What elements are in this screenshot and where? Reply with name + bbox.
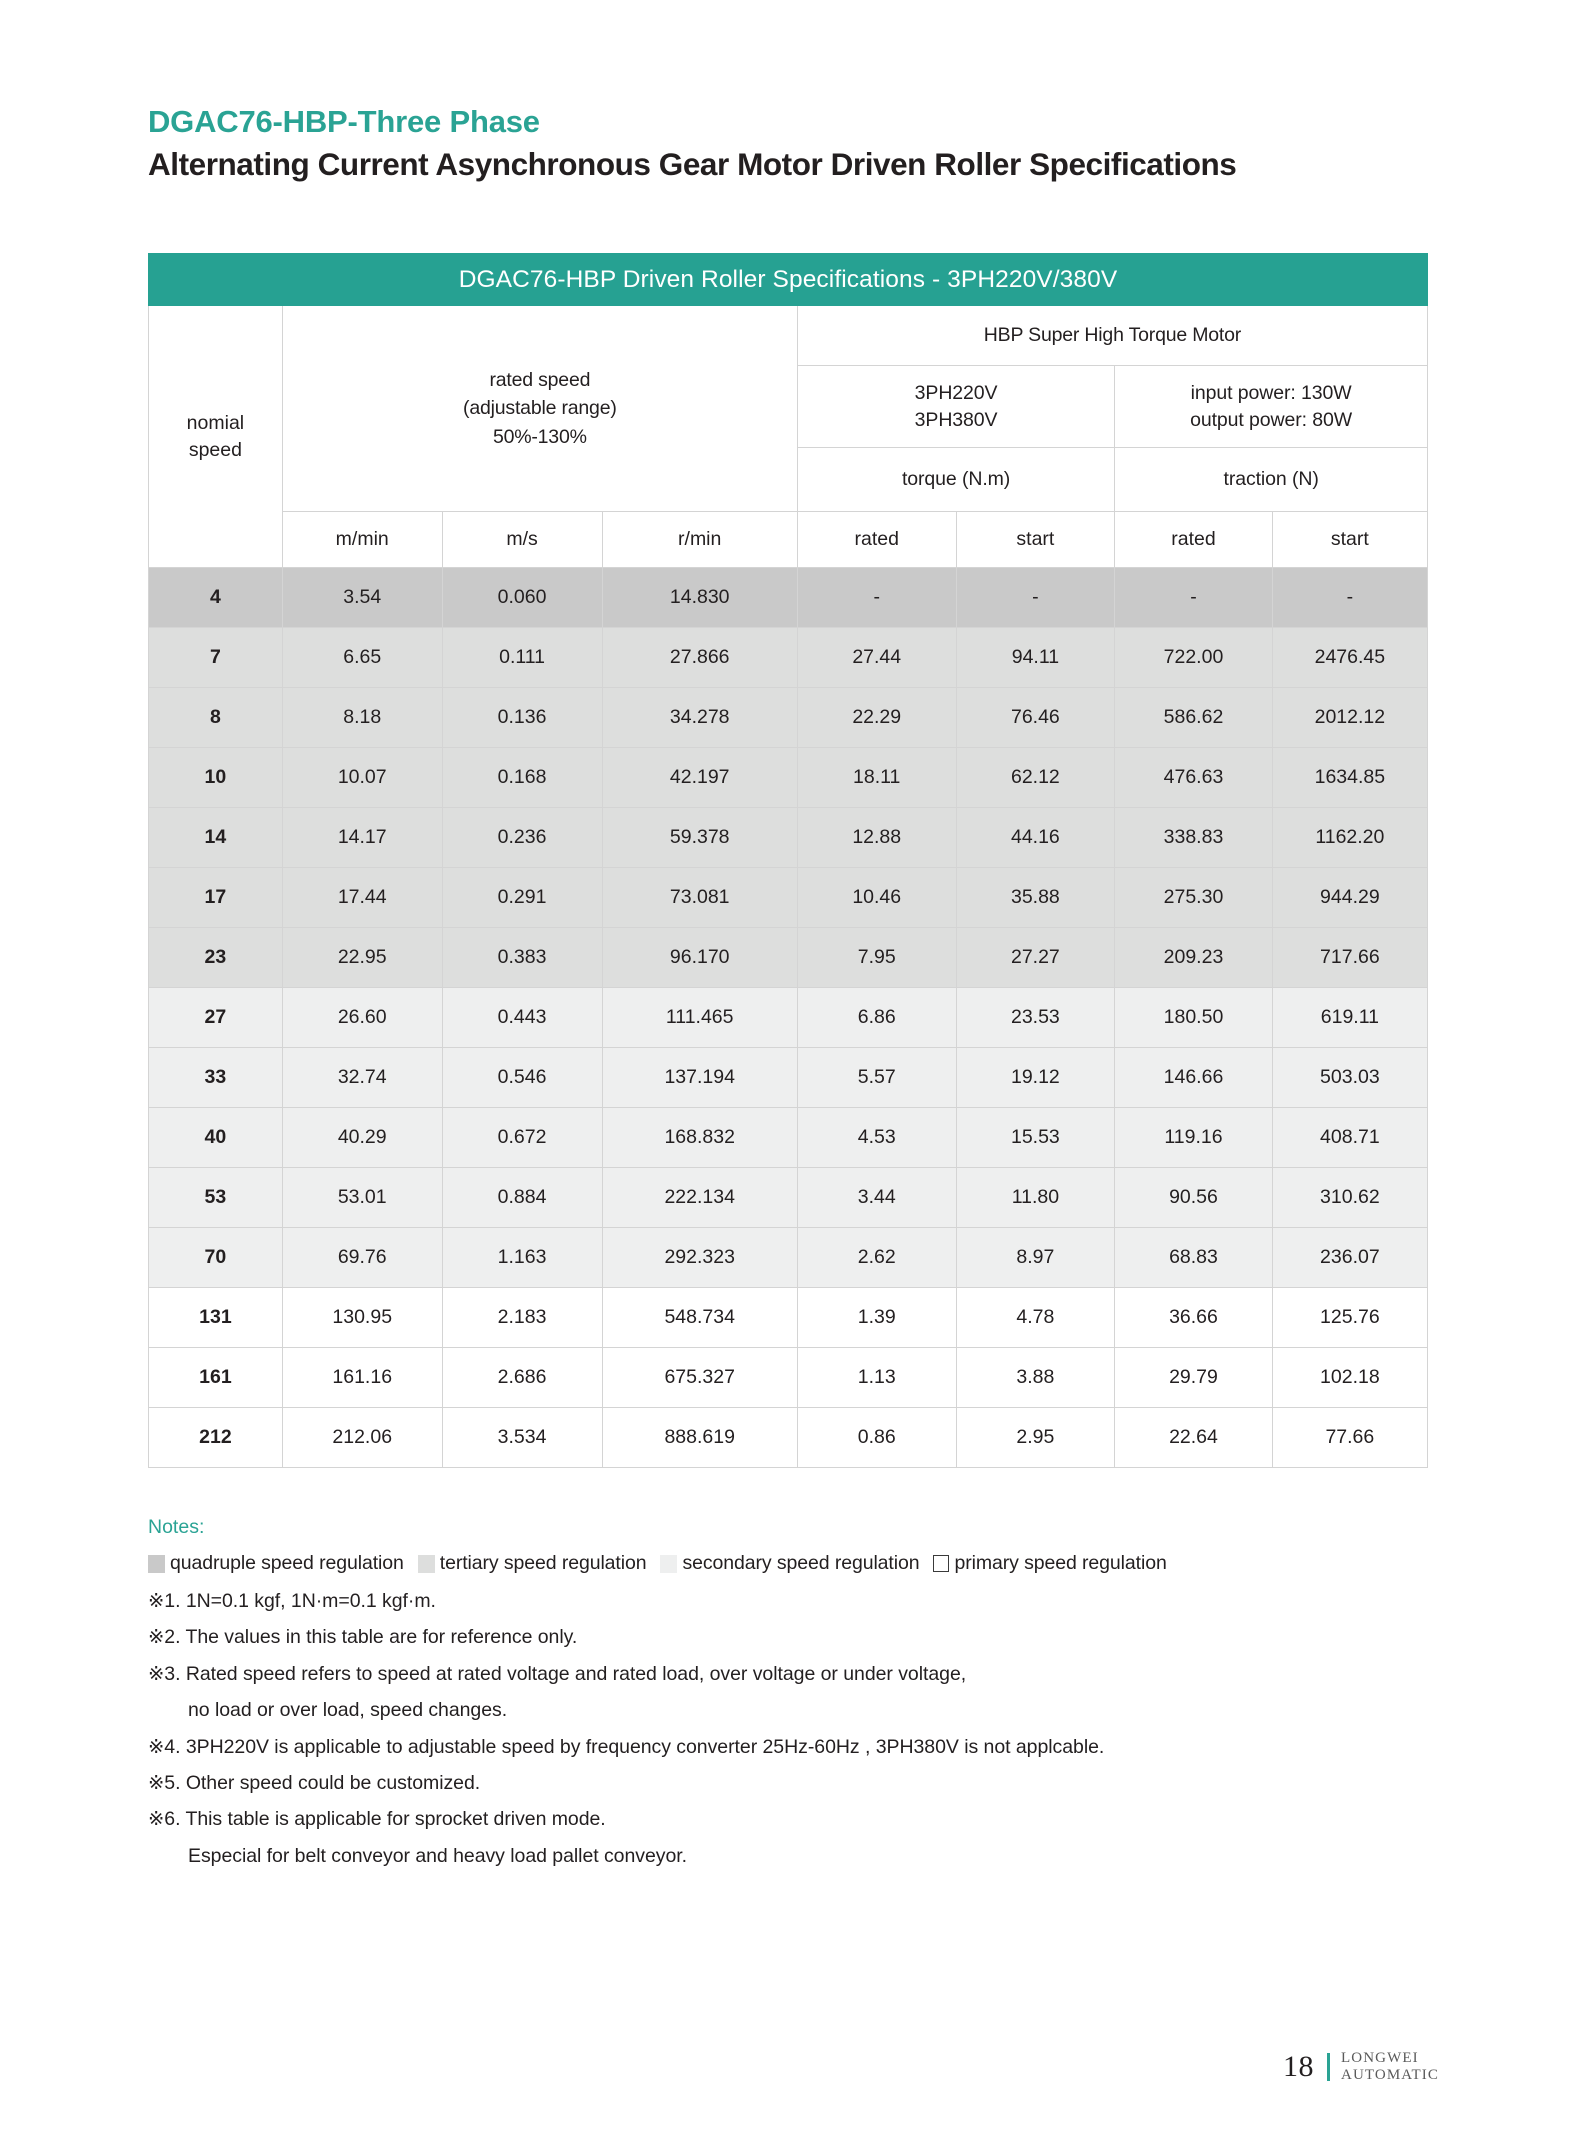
table-cell: 19.12 <box>956 1048 1115 1108</box>
table-cell: 22.64 <box>1115 1408 1272 1468</box>
notes-section <box>148 1516 1448 1880</box>
header-unit-m-min: m/min <box>282 512 442 568</box>
table-row <box>149 568 1428 628</box>
table-cell: 0.291 <box>442 868 602 928</box>
table-cell: 0.443 <box>442 988 602 1048</box>
table-cell: - <box>797 568 956 628</box>
table-cell: 6.65 <box>282 628 442 688</box>
table-cell: 2.95 <box>956 1408 1115 1468</box>
table-cell: 503.03 <box>1272 1048 1427 1108</box>
legend-swatch-icon <box>933 1555 949 1572</box>
table-cell: 888.619 <box>602 1408 797 1468</box>
table-cell: 27.44 <box>797 628 956 688</box>
cell-nominal-speed: 27 <box>149 988 283 1048</box>
header-row-units <box>149 512 1428 568</box>
table-cell: 180.50 <box>1115 988 1272 1048</box>
table-cell: 32.74 <box>282 1048 442 1108</box>
table-cell: 94.11 <box>956 628 1115 688</box>
header-torque-group: torque (N.m) <box>797 448 1114 512</box>
table-cell: 2.686 <box>442 1348 602 1408</box>
cell-nominal-speed: 23 <box>149 928 283 988</box>
cell-nominal-speed: 161 <box>149 1348 283 1408</box>
table-cell: 35.88 <box>956 868 1115 928</box>
table-cell: 5.57 <box>797 1048 956 1108</box>
legend-label: primary speed regulation <box>954 1552 1167 1574</box>
table-cell: 0.884 <box>442 1168 602 1228</box>
cell-nominal-speed: 17 <box>149 868 283 928</box>
table-row <box>149 808 1428 868</box>
table-cell: 8.18 <box>282 688 442 748</box>
table-cell: 2.183 <box>442 1288 602 1348</box>
note-line: ※5. Other speed could be customized. <box>148 1771 481 1794</box>
legend-label: quadruple speed regulation <box>170 1552 404 1574</box>
table-cell: 8.97 <box>956 1228 1115 1288</box>
brand-line-1: LONGWEI <box>1341 2050 1419 2067</box>
header-unit-traction-rated: rated <box>1115 512 1272 568</box>
table-cell: 408.71 <box>1272 1108 1427 1168</box>
table-row <box>149 1108 1428 1168</box>
notes-list <box>148 1589 1448 1868</box>
table-cell: 68.83 <box>1115 1228 1272 1288</box>
table-cell: 944.29 <box>1272 868 1427 928</box>
header-motor-group: HBP Super High Torque Motor <box>797 306 1427 366</box>
table-cell: 4.78 <box>956 1288 1115 1348</box>
cell-nominal-speed: 33 <box>149 1048 283 1108</box>
header-unit-torque-start: start <box>956 512 1115 568</box>
table-banner-row <box>149 254 1428 306</box>
table-cell: 40.29 <box>282 1108 442 1168</box>
table-cell: 69.76 <box>282 1228 442 1288</box>
cell-nominal-speed: 131 <box>149 1288 283 1348</box>
table-cell: 36.66 <box>1115 1288 1272 1348</box>
table-cell: 111.465 <box>602 988 797 1048</box>
table-cell: 73.081 <box>602 868 797 928</box>
table-cell: 34.278 <box>602 688 797 748</box>
cell-nominal-speed: 40 <box>149 1108 283 1168</box>
header-nominal-speed <box>149 306 283 568</box>
header-rated-speed-line3: 50%-130% <box>492 425 587 448</box>
header-rated-speed <box>282 306 797 512</box>
table-cell: 27.866 <box>602 628 797 688</box>
header-power-line1: input power: 130W <box>1190 381 1352 404</box>
header-nominal-speed-line1: nomial <box>186 412 245 435</box>
table-cell: 14.17 <box>282 808 442 868</box>
legend-item <box>148 1552 404 1575</box>
cell-nominal-speed: 7 <box>149 628 283 688</box>
table-cell: 222.134 <box>602 1168 797 1228</box>
note-line: Especial for belt conveyor and heavy load pallet conveyor. <box>188 1844 687 1867</box>
table-cell: 310.62 <box>1272 1168 1427 1228</box>
table-row <box>149 1288 1428 1348</box>
table-cell: 23.53 <box>956 988 1115 1048</box>
table-cell: 22.29 <box>797 688 956 748</box>
table-cell: 26.60 <box>282 988 442 1048</box>
header-voltage-line1: 3PH220V <box>914 381 998 404</box>
table-cell: 4.53 <box>797 1108 956 1168</box>
cell-nominal-speed: 4 <box>149 568 283 628</box>
table-cell: 619.11 <box>1272 988 1427 1048</box>
table-cell: 722.00 <box>1115 628 1272 688</box>
table-cell: 0.546 <box>442 1048 602 1108</box>
page-subtitle: Alternating Current Asynchronous Gear Motor Driven Roller Specifications <box>148 145 1237 182</box>
table-cell: 168.832 <box>602 1108 797 1168</box>
table-row <box>149 868 1428 928</box>
brand-line-2: AUTOMATIC <box>1341 2067 1439 2083</box>
table-head <box>149 254 1428 568</box>
table-row <box>149 1408 1428 1468</box>
legend-swatch-icon <box>418 1555 435 1573</box>
table-cell: 0.86 <box>797 1408 956 1468</box>
table-cell: 29.79 <box>1115 1348 1272 1408</box>
table-cell: 130.95 <box>282 1288 442 1348</box>
table-cell: 27.27 <box>956 928 1115 988</box>
table-cell: 3.534 <box>442 1408 602 1468</box>
table-body <box>149 568 1428 1468</box>
table-cell: 3.54 <box>282 568 442 628</box>
table-cell: 2476.45 <box>1272 628 1427 688</box>
cell-nominal-speed: 212 <box>149 1408 283 1468</box>
table-cell: 3.88 <box>956 1348 1115 1408</box>
table-cell: 3.44 <box>797 1168 956 1228</box>
table-cell: 0.168 <box>442 748 602 808</box>
table-row <box>149 628 1428 688</box>
table-cell: 44.16 <box>956 808 1115 868</box>
table-cell: 76.46 <box>956 688 1115 748</box>
table-cell: - <box>1272 568 1427 628</box>
table-cell: 96.170 <box>602 928 797 988</box>
table-cell: 0.672 <box>442 1108 602 1168</box>
table-cell: 77.66 <box>1272 1408 1427 1468</box>
header-power <box>1115 366 1428 448</box>
table-cell: 212.06 <box>282 1408 442 1468</box>
table-cell: 12.88 <box>797 808 956 868</box>
note-line: no load or over load, speed changes. <box>188 1699 508 1722</box>
table-cell: 125.76 <box>1272 1288 1427 1348</box>
table-cell: 17.44 <box>282 868 442 928</box>
table-cell: 548.734 <box>602 1288 797 1348</box>
table-cell: 1.163 <box>442 1228 602 1288</box>
legend-label: secondary speed regulation <box>682 1552 920 1574</box>
table-cell: 161.16 <box>282 1348 442 1408</box>
table-cell: 275.30 <box>1115 868 1272 928</box>
spec-table-container <box>148 253 1428 1468</box>
table-cell: 102.18 <box>1272 1348 1427 1408</box>
cell-nominal-speed: 70 <box>149 1228 283 1288</box>
table-cell: 2.62 <box>797 1228 956 1288</box>
table-cell: 1.13 <box>797 1348 956 1408</box>
note-line: ※1. 1N=0.1 kgf, 1N·m=0.1 kgf·m. <box>148 1590 436 1612</box>
note-line: ※4. 3PH220V is applicable to adjustable speed by frequency converter 25Hz-60Hz , 3PH380V is not applcable. <box>148 1735 1105 1758</box>
cell-nominal-speed: 8 <box>149 688 283 748</box>
table-cell: - <box>956 568 1115 628</box>
header-traction-group: traction (N) <box>1115 448 1428 512</box>
header-rated-speed-line2: (adjustable range) <box>463 397 617 420</box>
table-row <box>149 748 1428 808</box>
legend-label: tertiary speed regulation <box>439 1552 647 1574</box>
header-unit-torque-rated: rated <box>797 512 956 568</box>
table-row <box>149 1228 1428 1288</box>
cell-nominal-speed: 14 <box>149 808 283 868</box>
table-cell: 42.197 <box>602 748 797 808</box>
table-row <box>149 928 1428 988</box>
speed-regulation-legend <box>148 1552 1448 1575</box>
cell-nominal-speed: 53 <box>149 1168 283 1228</box>
table-cell: 137.194 <box>602 1048 797 1108</box>
table-cell: 59.378 <box>602 808 797 868</box>
table-cell: 292.323 <box>602 1228 797 1288</box>
table-cell: 14.830 <box>602 568 797 628</box>
table-cell: 0.060 <box>442 568 602 628</box>
table-cell: 146.66 <box>1115 1048 1272 1108</box>
table-cell: 10.46 <box>797 868 956 928</box>
cell-nominal-speed: 10 <box>149 748 283 808</box>
table-cell: 338.83 <box>1115 808 1272 868</box>
table-cell: 18.11 <box>797 748 956 808</box>
header-unit-r-min: r/min <box>602 512 797 568</box>
note-line: ※2. The values in this table are for reference only. <box>148 1626 578 1649</box>
page-title: DGAC76-HBP-Three Phase <box>148 104 540 139</box>
table-cell: 10.07 <box>282 748 442 808</box>
table-cell: 1162.20 <box>1272 808 1427 868</box>
legend-swatch-icon <box>660 1555 677 1573</box>
header-row-group <box>149 306 1428 366</box>
table-cell: 0.136 <box>442 688 602 748</box>
legend-item <box>933 1552 1166 1575</box>
note-line: ※6. This table is applicable for sprocket driven mode. <box>148 1808 606 1831</box>
footer-divider <box>1327 2053 1330 2081</box>
table-cell: 476.63 <box>1115 748 1272 808</box>
header-unit-m-s: m/s <box>442 512 602 568</box>
table-cell: 0.383 <box>442 928 602 988</box>
table-cell: 236.07 <box>1272 1228 1427 1288</box>
page-number: 18 <box>1283 2050 1315 2083</box>
header-unit-traction-start: start <box>1272 512 1427 568</box>
header-power-line2: output power: 80W <box>1190 408 1353 431</box>
table-cell: 7.95 <box>797 928 956 988</box>
table-cell: 119.16 <box>1115 1108 1272 1168</box>
notes-heading: Notes: <box>148 1516 205 1538</box>
header-rated-speed-line1: rated speed <box>489 369 591 392</box>
table-banner: DGAC76-HBP Driven Roller Specifications - 3PH220V/380V <box>149 254 1428 306</box>
table-cell: 717.66 <box>1272 928 1427 988</box>
page-footer <box>1283 2050 1439 2084</box>
table-cell: 2012.12 <box>1272 688 1427 748</box>
table-cell: 22.95 <box>282 928 442 988</box>
legend-swatch-icon <box>148 1555 165 1573</box>
table-cell: - <box>1115 568 1272 628</box>
table-cell: 1.39 <box>797 1288 956 1348</box>
table-cell: 675.327 <box>602 1348 797 1408</box>
table-row <box>149 688 1428 748</box>
header-voltage <box>797 366 1114 448</box>
note-line: ※3. Rated speed refers to speed at rated voltage and rated load, over voltage or under voltage, <box>148 1662 967 1685</box>
table-cell: 15.53 <box>956 1108 1115 1168</box>
table-cell: 209.23 <box>1115 928 1272 988</box>
table-row <box>149 1168 1428 1228</box>
table-cell: 62.12 <box>956 748 1115 808</box>
table-cell: 0.236 <box>442 808 602 868</box>
header-voltage-line2: 3PH380V <box>914 408 998 431</box>
table-cell: 1634.85 <box>1272 748 1427 808</box>
spec-table <box>148 253 1428 1468</box>
table-row <box>149 988 1428 1048</box>
header-nominal-speed-line2: speed <box>188 438 242 461</box>
table-cell: 53.01 <box>282 1168 442 1228</box>
table-row <box>149 1348 1428 1408</box>
legend-item <box>660 1552 919 1575</box>
table-cell: 586.62 <box>1115 688 1272 748</box>
table-cell: 0.111 <box>442 628 602 688</box>
table-cell: 90.56 <box>1115 1168 1272 1228</box>
legend-item <box>418 1552 647 1575</box>
table-cell: 6.86 <box>797 988 956 1048</box>
page-title-block <box>148 104 1438 183</box>
table-row <box>149 1048 1428 1108</box>
brand-logo <box>1341 2050 1439 2084</box>
table-cell: 11.80 <box>956 1168 1115 1228</box>
